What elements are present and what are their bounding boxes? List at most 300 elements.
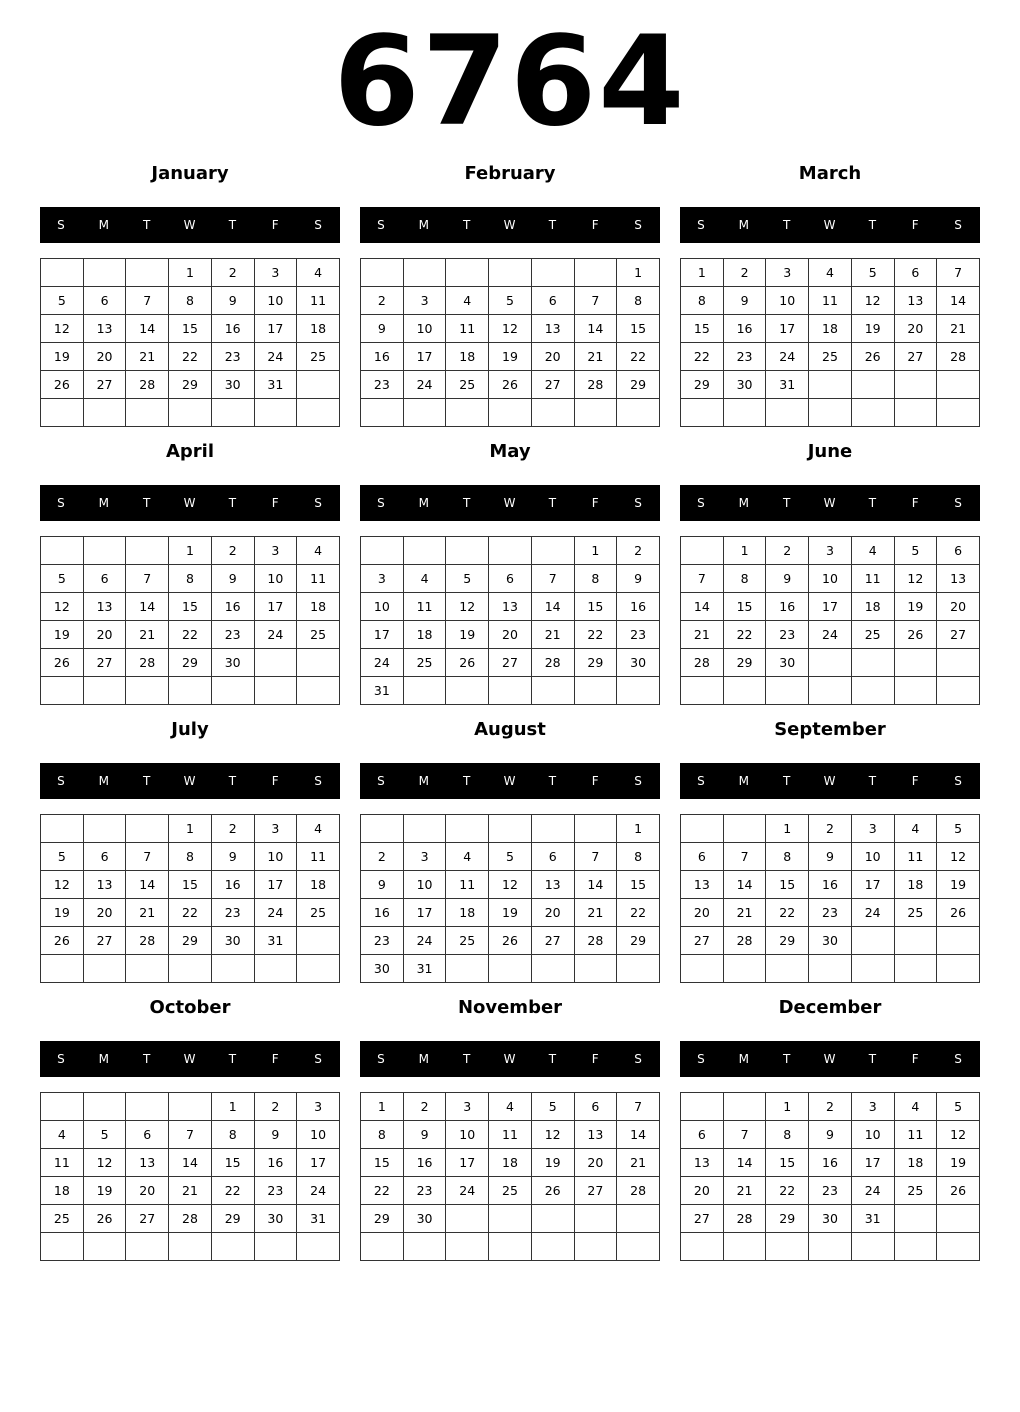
month-name: December	[778, 997, 882, 1018]
day-cell: 9	[809, 843, 852, 871]
day-cell: 2	[211, 259, 254, 287]
day-cell	[403, 677, 446, 705]
day-cell: 15	[211, 1149, 254, 1177]
weekday-label: W	[503, 774, 517, 788]
week-row	[361, 1149, 660, 1177]
day-cell	[809, 399, 852, 427]
weekday-header	[40, 207, 340, 243]
day-cell	[41, 259, 84, 287]
day-cell	[531, 259, 574, 287]
day-cell: 6	[83, 565, 126, 593]
day-cell: 6	[489, 565, 532, 593]
day-cell	[254, 677, 297, 705]
day-cell: 2	[211, 815, 254, 843]
day-cell: 15	[169, 593, 212, 621]
day-cell	[617, 677, 660, 705]
day-cell: 19	[531, 1149, 574, 1177]
weekday-label: F	[591, 774, 600, 788]
weekday-label: M	[418, 218, 430, 232]
day-cell: 21	[617, 1149, 660, 1177]
day-cell: 1	[574, 537, 617, 565]
day-cell: 6	[126, 1121, 169, 1149]
week-row	[361, 815, 660, 843]
day-cell: 12	[83, 1149, 126, 1177]
week-row	[681, 871, 980, 899]
week-row	[41, 315, 340, 343]
day-cell: 25	[809, 343, 852, 371]
day-cell: 3	[809, 537, 852, 565]
weekday-label: S	[954, 496, 963, 510]
day-cell: 18	[446, 343, 489, 371]
day-cell	[809, 677, 852, 705]
day-cell	[809, 649, 852, 677]
day-cell	[766, 399, 809, 427]
day-cell: 16	[809, 1149, 852, 1177]
day-cell: 4	[489, 1093, 532, 1121]
day-cell: 9	[617, 565, 660, 593]
month-august	[360, 716, 660, 978]
day-cell: 28	[531, 649, 574, 677]
week-row	[361, 399, 660, 427]
week-row	[361, 649, 660, 677]
day-cell: 16	[211, 593, 254, 621]
day-cell: 22	[766, 899, 809, 927]
day-cell: 18	[894, 871, 937, 899]
day-cell: 18	[297, 871, 340, 899]
day-cell: 12	[894, 565, 937, 593]
day-cell: 14	[574, 871, 617, 899]
day-cell: 27	[489, 649, 532, 677]
day-cell: 21	[126, 621, 169, 649]
day-cell: 15	[766, 1149, 809, 1177]
weekday-label: W	[823, 774, 837, 788]
day-cell: 31	[403, 955, 446, 983]
day-grid	[360, 1092, 660, 1261]
day-cell	[531, 537, 574, 565]
week-row	[361, 927, 660, 955]
day-cell	[41, 815, 84, 843]
day-cell: 10	[809, 565, 852, 593]
day-cell: 17	[254, 315, 297, 343]
day-cell	[937, 371, 980, 399]
day-cell: 23	[403, 1177, 446, 1205]
day-cell: 28	[126, 371, 169, 399]
day-cell: 13	[489, 593, 532, 621]
day-cell: 16	[211, 315, 254, 343]
day-cell: 16	[766, 593, 809, 621]
day-cell	[681, 1233, 724, 1261]
day-cell: 13	[681, 871, 724, 899]
day-cell: 30	[766, 649, 809, 677]
month-name: February	[464, 163, 556, 184]
day-cell	[489, 1205, 532, 1233]
day-cell	[574, 815, 617, 843]
day-cell: 5	[41, 565, 84, 593]
weekday-header	[360, 207, 660, 243]
year-title: 6764	[333, 10, 687, 154]
weekday-label: T	[142, 496, 152, 510]
day-cell: 11	[297, 287, 340, 315]
day-cell: 5	[937, 815, 980, 843]
day-cell: 12	[41, 593, 84, 621]
weekday-label: W	[503, 496, 517, 510]
day-cell: 29	[169, 649, 212, 677]
weekday-label: M	[738, 774, 750, 788]
day-cell: 26	[851, 343, 894, 371]
day-cell: 11	[809, 287, 852, 315]
day-cell: 11	[894, 1121, 937, 1149]
day-cell: 20	[531, 899, 574, 927]
week-row	[681, 1233, 980, 1261]
month-name: April	[165, 441, 215, 462]
week-row	[361, 677, 660, 705]
day-cell: 11	[297, 565, 340, 593]
week-row	[361, 371, 660, 399]
week-row	[41, 537, 340, 565]
day-cell	[894, 677, 937, 705]
weekday-label: T	[548, 1052, 558, 1066]
day-cell: 29	[574, 649, 617, 677]
day-cell: 20	[894, 315, 937, 343]
day-cell	[681, 815, 724, 843]
weekday-label: T	[548, 496, 558, 510]
weekday-label: M	[98, 496, 110, 510]
weekday-label: S	[697, 1052, 706, 1066]
day-cell	[851, 399, 894, 427]
day-cell: 17	[766, 315, 809, 343]
day-cell: 3	[446, 1093, 489, 1121]
day-cell: 7	[617, 1093, 660, 1121]
day-cell	[574, 1205, 617, 1233]
day-cell	[766, 677, 809, 705]
day-cell: 4	[403, 565, 446, 593]
day-cell: 30	[403, 1205, 446, 1233]
day-cell	[41, 955, 84, 983]
week-row	[41, 899, 340, 927]
day-cell	[41, 537, 84, 565]
day-cell: 8	[169, 565, 212, 593]
day-cell	[83, 677, 126, 705]
week-row	[361, 843, 660, 871]
day-cell: 14	[574, 315, 617, 343]
week-row	[41, 343, 340, 371]
day-cell	[617, 399, 660, 427]
day-cell: 26	[531, 1177, 574, 1205]
day-cell: 26	[41, 649, 84, 677]
weekday-header	[680, 207, 980, 243]
day-cell: 1	[766, 1093, 809, 1121]
week-row	[681, 565, 980, 593]
weekday-label: T	[142, 774, 152, 788]
day-cell: 30	[809, 927, 852, 955]
day-cell: 20	[83, 343, 126, 371]
day-cell: 27	[681, 927, 724, 955]
day-cell	[126, 399, 169, 427]
day-cell	[126, 537, 169, 565]
day-cell: 13	[894, 287, 937, 315]
day-cell: 11	[446, 315, 489, 343]
week-row	[681, 1205, 980, 1233]
weekday-label: M	[418, 774, 430, 788]
day-cell: 9	[254, 1121, 297, 1149]
day-cell	[83, 537, 126, 565]
day-cell	[809, 1233, 852, 1261]
month-name: July	[171, 719, 209, 740]
day-cell: 7	[681, 565, 724, 593]
weekday-label: F	[271, 218, 280, 232]
day-cell	[574, 399, 617, 427]
day-cell	[489, 537, 532, 565]
day-grid	[680, 814, 980, 983]
day-cell: 24	[254, 899, 297, 927]
day-cell	[41, 1233, 84, 1261]
day-cell: 17	[297, 1149, 340, 1177]
day-cell: 5	[489, 843, 532, 871]
day-cell	[446, 955, 489, 983]
day-grid	[40, 536, 340, 705]
day-cell: 22	[766, 1177, 809, 1205]
day-grid	[680, 536, 980, 705]
month-name: January	[151, 163, 229, 184]
day-cell: 26	[489, 927, 532, 955]
day-cell: 16	[211, 871, 254, 899]
day-cell: 13	[531, 315, 574, 343]
day-cell: 11	[403, 593, 446, 621]
day-cell: 9	[211, 565, 254, 593]
day-cell: 31	[766, 371, 809, 399]
day-cell: 10	[254, 565, 297, 593]
weekday-label: M	[738, 218, 750, 232]
day-cell: 23	[766, 621, 809, 649]
day-cell: 21	[574, 899, 617, 927]
day-cell: 20	[574, 1149, 617, 1177]
day-cell: 6	[574, 1093, 617, 1121]
weekday-label: S	[634, 774, 643, 788]
week-row	[361, 621, 660, 649]
day-cell: 15	[169, 871, 212, 899]
day-cell: 1	[169, 259, 212, 287]
day-grid	[360, 536, 660, 705]
day-cell	[126, 259, 169, 287]
day-cell	[446, 677, 489, 705]
day-cell: 2	[361, 287, 404, 315]
week-row	[681, 287, 980, 315]
day-cell	[723, 677, 766, 705]
day-cell: 22	[574, 621, 617, 649]
week-row	[361, 899, 660, 927]
day-cell: 19	[446, 621, 489, 649]
day-cell: 23	[211, 343, 254, 371]
week-row	[361, 315, 660, 343]
day-cell: 11	[894, 843, 937, 871]
day-cell	[937, 955, 980, 983]
day-cell: 16	[809, 871, 852, 899]
day-cell: 27	[83, 371, 126, 399]
day-cell	[723, 955, 766, 983]
day-cell: 21	[681, 621, 724, 649]
day-cell: 30	[254, 1205, 297, 1233]
day-cell: 2	[766, 537, 809, 565]
day-cell: 14	[126, 871, 169, 899]
day-cell: 25	[403, 649, 446, 677]
month-october	[40, 994, 340, 1256]
day-cell	[126, 1233, 169, 1261]
day-cell: 22	[723, 621, 766, 649]
day-cell: 26	[446, 649, 489, 677]
day-cell: 18	[403, 621, 446, 649]
day-cell	[254, 399, 297, 427]
weekday-label: S	[377, 218, 386, 232]
day-cell	[531, 955, 574, 983]
day-cell: 22	[617, 343, 660, 371]
day-grid	[360, 258, 660, 427]
weekday-label: S	[314, 1052, 323, 1066]
day-cell: 25	[41, 1205, 84, 1233]
day-cell: 5	[446, 565, 489, 593]
day-cell: 3	[361, 565, 404, 593]
week-row	[681, 815, 980, 843]
day-cell	[894, 955, 937, 983]
weekday-label: M	[418, 496, 430, 510]
day-cell	[446, 1233, 489, 1261]
day-cell: 27	[83, 927, 126, 955]
day-cell: 12	[937, 1121, 980, 1149]
day-cell: 23	[723, 343, 766, 371]
day-cell: 23	[211, 621, 254, 649]
day-cell: 8	[211, 1121, 254, 1149]
day-cell: 7	[531, 565, 574, 593]
day-cell	[617, 1205, 660, 1233]
weekday-label: W	[183, 774, 197, 788]
day-cell: 11	[489, 1121, 532, 1149]
month-may	[360, 438, 660, 700]
day-cell: 1	[169, 537, 212, 565]
weekday-label: T	[228, 774, 238, 788]
day-cell: 12	[531, 1121, 574, 1149]
weekday-label: W	[183, 1052, 197, 1066]
day-cell: 7	[723, 1121, 766, 1149]
weekday-label: W	[823, 1052, 837, 1066]
day-cell	[211, 955, 254, 983]
day-cell	[489, 677, 532, 705]
day-cell: 21	[937, 315, 980, 343]
day-cell	[617, 955, 660, 983]
day-cell: 6	[894, 259, 937, 287]
day-cell: 4	[809, 259, 852, 287]
day-cell: 20	[681, 899, 724, 927]
month-june	[680, 438, 980, 700]
weekday-label: S	[57, 1052, 66, 1066]
day-cell: 10	[851, 1121, 894, 1149]
weekday-label: F	[271, 496, 280, 510]
day-cell: 27	[531, 927, 574, 955]
day-cell	[361, 537, 404, 565]
day-cell: 27	[126, 1205, 169, 1233]
weekday-header	[40, 1041, 340, 1077]
day-cell: 21	[126, 899, 169, 927]
day-cell: 18	[297, 593, 340, 621]
day-cell: 23	[617, 621, 660, 649]
day-cell: 2	[254, 1093, 297, 1121]
day-cell: 22	[169, 899, 212, 927]
day-cell: 8	[681, 287, 724, 315]
day-cell: 27	[83, 649, 126, 677]
week-row	[361, 565, 660, 593]
day-cell	[126, 955, 169, 983]
day-cell	[723, 1233, 766, 1261]
weekday-header	[680, 1041, 980, 1077]
month-january	[40, 160, 340, 422]
day-cell: 6	[681, 1121, 724, 1149]
day-cell: 2	[809, 1093, 852, 1121]
weekday-label: T	[782, 1052, 792, 1066]
day-cell	[574, 1233, 617, 1261]
day-cell: 24	[403, 371, 446, 399]
day-cell: 1	[766, 815, 809, 843]
day-cell	[574, 259, 617, 287]
day-cell: 18	[894, 1149, 937, 1177]
weekday-label: S	[634, 496, 643, 510]
day-cell: 20	[937, 593, 980, 621]
week-row	[361, 287, 660, 315]
month-name: November	[457, 997, 563, 1018]
day-cell: 15	[574, 593, 617, 621]
day-cell: 30	[723, 371, 766, 399]
day-cell: 2	[361, 843, 404, 871]
day-cell	[937, 677, 980, 705]
day-cell: 4	[446, 843, 489, 871]
weekday-label: S	[634, 1052, 643, 1066]
day-cell: 24	[254, 343, 297, 371]
day-cell: 9	[361, 871, 404, 899]
weekday-label: W	[503, 1052, 517, 1066]
weekday-label: F	[911, 774, 920, 788]
day-cell: 1	[617, 815, 660, 843]
day-cell	[489, 399, 532, 427]
day-cell: 29	[617, 927, 660, 955]
weekday-label: T	[228, 496, 238, 510]
day-cell	[83, 259, 126, 287]
day-grid	[40, 814, 340, 983]
weekday-label: T	[548, 218, 558, 232]
day-cell: 19	[41, 621, 84, 649]
day-cell: 15	[169, 315, 212, 343]
day-cell: 9	[809, 1121, 852, 1149]
day-cell: 21	[723, 899, 766, 927]
day-cell: 31	[361, 677, 404, 705]
week-row	[41, 815, 340, 843]
day-cell: 9	[361, 315, 404, 343]
day-cell: 23	[361, 927, 404, 955]
week-row	[361, 1233, 660, 1261]
day-cell	[894, 1233, 937, 1261]
day-cell	[254, 955, 297, 983]
day-cell: 25	[446, 927, 489, 955]
day-cell: 30	[211, 927, 254, 955]
day-cell	[489, 815, 532, 843]
day-cell: 4	[41, 1121, 84, 1149]
day-cell	[169, 399, 212, 427]
week-row	[681, 677, 980, 705]
day-cell: 7	[126, 287, 169, 315]
week-row	[681, 343, 980, 371]
day-cell: 8	[617, 843, 660, 871]
day-cell: 17	[446, 1149, 489, 1177]
day-cell	[403, 399, 446, 427]
day-cell: 8	[723, 565, 766, 593]
week-row	[41, 1177, 340, 1205]
weekday-label: T	[462, 774, 472, 788]
